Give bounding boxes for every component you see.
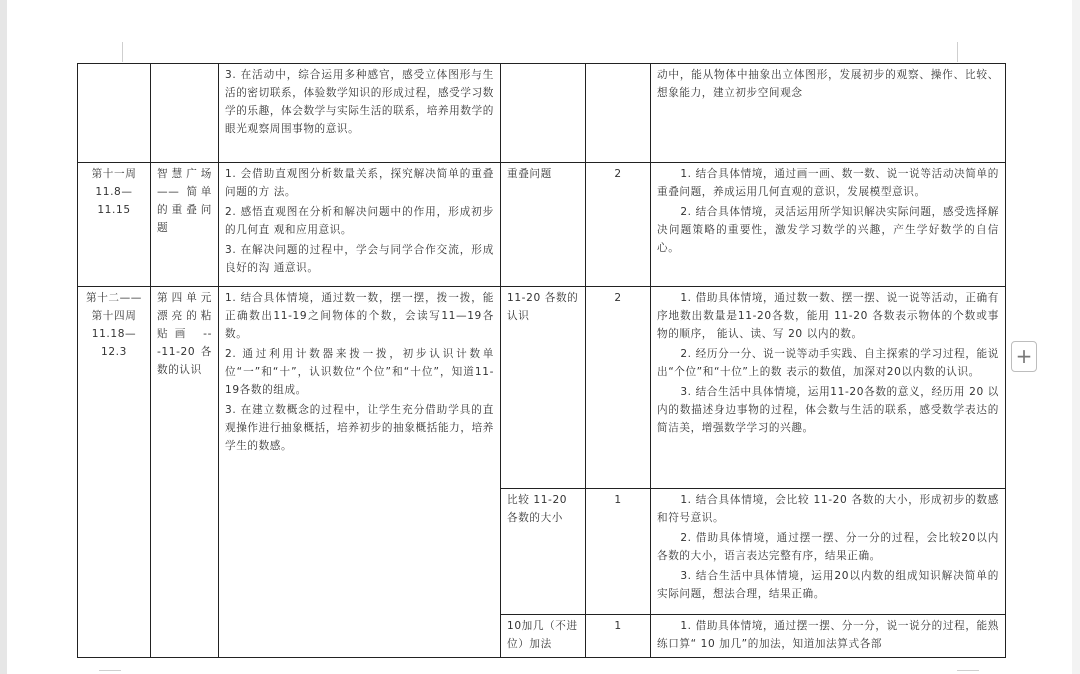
table-row bbox=[78, 287, 1006, 489]
objective-item: 2. 感悟直观图在分析和解决问题中的作用，形成初步的几何直 观和应用意识。 bbox=[225, 206, 494, 236]
requirement-item: 1. 结合具体情境，会比较 11-20 各数的大小，形成初步的数感和符号意识。 bbox=[657, 494, 999, 524]
objective-item: 1. 结合具体情境，通过数一数，摆一摆，拨一拨，能正确数出11-19之间物体的个数，会读写11—19各数。 bbox=[225, 292, 494, 340]
hours-cell: 2 bbox=[586, 287, 651, 489]
unit-cell bbox=[151, 163, 219, 287]
topic-cell bbox=[501, 64, 586, 163]
objective-item: 1. 会借助直观图分析数量关系，探究解决简单的重叠问题的方 法。 bbox=[225, 168, 494, 198]
period-line: 12.3 bbox=[101, 346, 127, 358]
period-line: 第十四周 bbox=[91, 310, 137, 322]
teaching-plan-table bbox=[77, 63, 1006, 658]
requirements-cell bbox=[651, 489, 1006, 615]
period-line: 11.15 bbox=[97, 204, 131, 216]
objectives-cell bbox=[219, 163, 501, 287]
requirement-item: 1. 借助具体情境，通过数一数、摆一摆、说一说等活动，正确有序地数出数量是11-20各数，能用 11-20 各数表示物体的个数或事物的顺序， 能认、读、写 20 以内的数。 bbox=[657, 292, 999, 340]
requirement-item: 1. 结合具体情境，通过画一画、数一数、说一说等活动决简单的重叠问题，养成运用几何直观的意识，发展模型意识。 bbox=[657, 168, 999, 198]
hours-cell: 2 bbox=[586, 163, 651, 287]
margin-corner-mark bbox=[99, 670, 121, 671]
window-left-edge bbox=[0, 0, 7, 674]
unit-name: 智慧广场—— 简单的重叠问题 bbox=[157, 168, 212, 234]
requirements-cell bbox=[651, 163, 1006, 287]
hours-cell: 1 bbox=[586, 615, 651, 658]
requirement-item: 2. 借助具体情境，通过摆一摆、分一分的过程，会比较20以内各数的大小，语言表达完整有序，结果正确。 bbox=[657, 532, 999, 562]
topic-cell: 11-20 各数的认识 bbox=[501, 287, 586, 489]
objective-item: 3. 在解决问题的过程中，学会与同学合作交流，形成良好的沟 通意识。 bbox=[225, 244, 494, 274]
period-cell bbox=[78, 64, 151, 163]
margin-corner-mark bbox=[957, 42, 958, 62]
requirement-item: 2. 结合具体情境，灵活运用所学知识解决实际问题，感受选择解决问题策略的重要性，激发学习数学的兴趣，产生学好数学的自信心。 bbox=[657, 206, 999, 254]
unit-cell bbox=[151, 64, 219, 163]
requirements-cell bbox=[651, 615, 1006, 658]
objectives-cell bbox=[219, 64, 501, 163]
objective-item: 3. 在建立数概念的过程中，让学生充分借助学具的直观操作进行抽象概括，培养初步的抽象概括能力，培养学生的数感。 bbox=[225, 404, 494, 452]
table-row bbox=[78, 64, 1006, 163]
objective-item: 2. 通过利用计数器来拨一拨，初步认识计数单位“一”和“十”，认识数位“个位”和“十位”，知道11-19各数的组成。 bbox=[225, 348, 494, 396]
margin-corner-mark bbox=[957, 670, 979, 671]
requirement-item: 2. 经历分一分、说一说等动手实践、自主探索的学习过程，能说出“个位”和“十位”上的数 表示的数值，加深对20以内数的认识。 bbox=[657, 348, 999, 378]
objectives-cell bbox=[219, 287, 501, 658]
period-line: 11.8— bbox=[95, 186, 133, 198]
period-cell bbox=[78, 287, 151, 658]
period-line: 11.18— bbox=[91, 328, 137, 340]
requirement-text: 动中，能从物体中抽象出立体图形，发展初步的观察、操作、比较、想象能力，建立初步空间观念 bbox=[657, 69, 999, 99]
topic-cell: 10加几（不进位）加法 bbox=[501, 615, 586, 658]
objective-text: 3. 在活动中，综合运用多种感官，感受立体图形与生活的密切联系，体验数学知识的形成过程，感受学习数学的乐趣，体会数学与实际生活的联系，培养用数学的眼光观察周围事物的意识。 bbox=[225, 69, 494, 135]
requirement-item: 3. 结合生活中具体情境，运用11-20各数的意义，经历用 20 以内的数描述身边事物的过程，体会数与生活的联系，感受数学表达的简洁美，增强数学学习的兴趣。 bbox=[657, 386, 999, 434]
margin-corner-mark bbox=[122, 42, 123, 62]
period-line: 第十一周 bbox=[91, 168, 137, 180]
requirements-cell bbox=[651, 287, 1006, 489]
period-line: 第十二—— bbox=[86, 292, 142, 304]
add-button[interactable]: + bbox=[1011, 341, 1037, 372]
topic-cell: 比较 11-20 各数的大小 bbox=[501, 489, 586, 615]
hours-cell bbox=[586, 64, 651, 163]
unit-name: 第四单元漂亮的粘贴画 ---11-20 各数的认识 bbox=[157, 292, 212, 376]
requirement-item: 3. 结合生活中具体情境，运用20以内数的组成知识解决简单的实际问题，想法合理，结果正确。 bbox=[657, 570, 999, 600]
unit-cell bbox=[151, 287, 219, 658]
requirement-item: 1. 借助具体情境，通过摆一摆、分一分，说一说分的过程，能熟练口算“ 10 加几”的加法，知道加法算式各部 bbox=[657, 620, 999, 650]
period-cell bbox=[78, 163, 151, 287]
topic-cell: 重叠问题 bbox=[501, 163, 586, 287]
table-row bbox=[78, 163, 1006, 287]
hours-cell: 1 bbox=[586, 489, 651, 615]
requirements-cell bbox=[651, 64, 1006, 163]
